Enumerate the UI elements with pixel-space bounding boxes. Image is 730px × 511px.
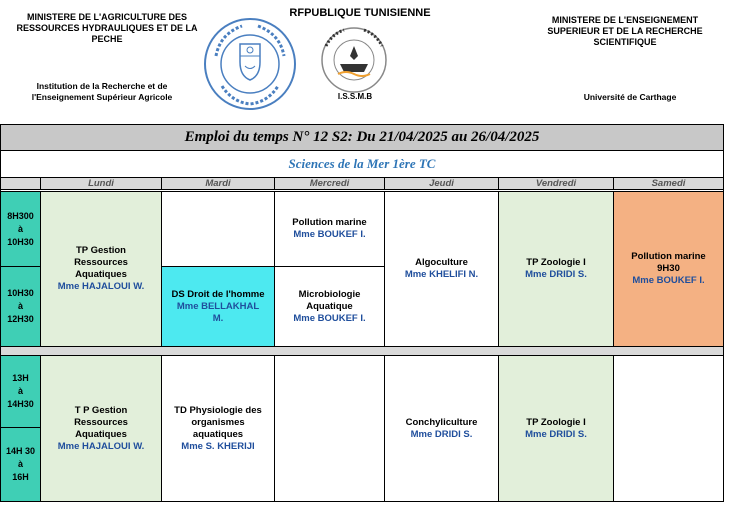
republic-title: RFPUBLIQUE TUNISIENNE: [289, 7, 431, 19]
course-vendredi-afternoon: TP Zoologie I Mme DRIDI S.: [499, 356, 614, 502]
day-header-mercredi: Mercredi: [275, 178, 385, 190]
course-jeudi-morning: Algoculture Mme KHELIFI N.: [385, 192, 499, 347]
time-slot-2: 10H30 à 12H30: [0, 267, 41, 347]
timetable: [0, 124, 724, 504]
empty-mardi-s1: [162, 192, 275, 267]
left-institution: Institution de la Recherche et de l'Enseignement Supérieur Agricole: [31, 81, 173, 102]
course-lundi-afternoon: T P Gestion Ressources Aquatiques Mme HAJALOUI W.: [41, 356, 162, 502]
course-mercredi-s1: Pollution marine Mme BOUKEF I.: [275, 192, 385, 267]
course-mardi-s2: DS Droit de l'homme Mme BELLAKHAL M.: [162, 267, 275, 347]
left-ministry: MINISTERE DE L'AGRICULTURE DES RESSOURCES HYDRAULIQUES ET DE LA PECHE: [16, 12, 198, 44]
course-samedi-morning: Pollution marine 9H30 Mme BOUKEF I.: [614, 192, 724, 347]
separator-lunch: [0, 347, 724, 356]
course-mercredi-s2: Microbiologie Aquatique Mme BOUKEF I.: [275, 267, 385, 347]
empty-samedi-afternoon: [614, 356, 724, 502]
time-slot-4: 14H 30 à 16H: [0, 428, 41, 502]
right-ministry: MINISTERE DE L'ENSEIGNEMENT SUPERIEUR ET DE LA RECHERCHE SCIENTIFIQUE: [547, 15, 703, 47]
time-slot-1: 8H300 à 10H30: [0, 192, 41, 267]
issmb-logo-text: I.S.S.M.B: [337, 92, 373, 101]
empty-mercredi-afternoon: [275, 356, 385, 502]
day-header-corner: [0, 178, 41, 190]
day-header-samedi: Samedi: [614, 178, 724, 190]
course-mardi-afternoon: TD Physiologie des organismes aquatiques Mme S. KHERIJI: [162, 356, 275, 502]
timetable-subtitle: Sciences de la Mer 1ère TC: [0, 151, 724, 178]
course-jeudi-afternoon: Conchyliculture Mme DRIDI S.: [385, 356, 499, 502]
day-header-mardi: Mardi: [162, 178, 275, 190]
day-header-lundi: Lundi: [41, 178, 162, 190]
course-vendredi-morning: TP Zoologie I Mme DRIDI S.: [499, 192, 614, 347]
tunisia-seal-logo: [202, 16, 298, 112]
course-lundi-morning: TP Gestion Ressources Aquatiques Mme HAJALOUI W.: [41, 192, 162, 347]
timetable-title: Emploi du temps N° 12 S2: Du 21/04/2025 au 26/04/2025: [0, 124, 724, 151]
day-header-vendredi: Vendredi: [499, 178, 614, 190]
day-header-jeudi: Jeudi: [385, 178, 499, 190]
right-university: Université de Carthage: [583, 92, 677, 102]
time-slot-3: 13H à 14H30: [0, 356, 41, 428]
